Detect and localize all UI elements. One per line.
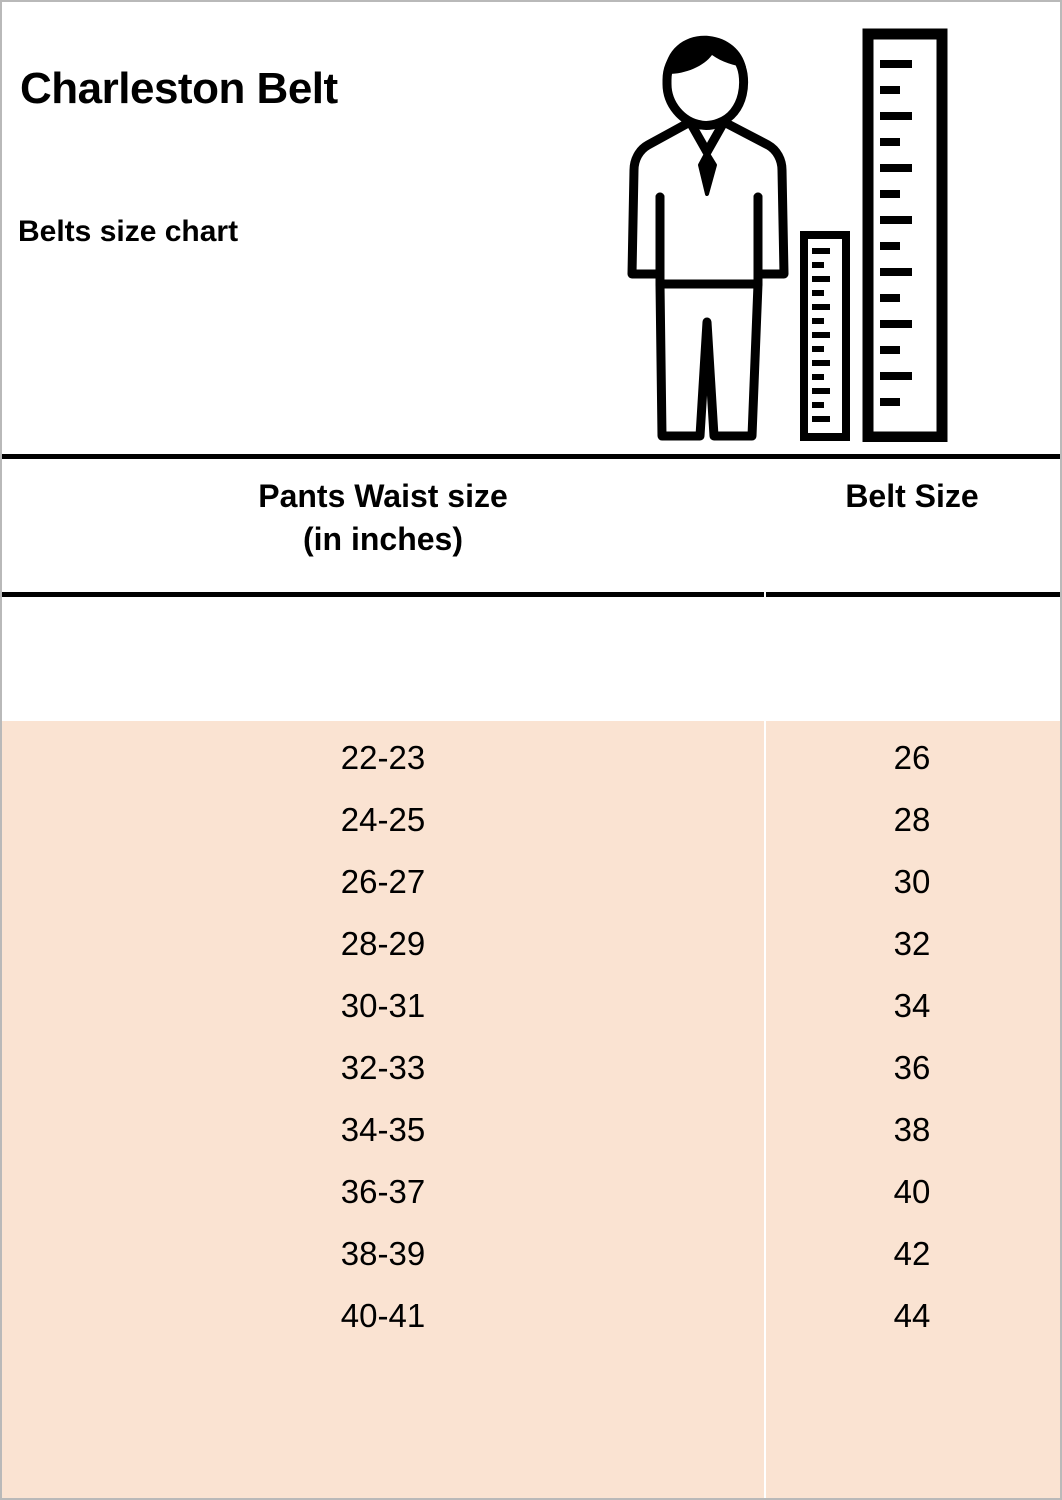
cell-waist-size: 24-25 — [340, 801, 426, 838]
cell-belt-size: 36 — [893, 1049, 931, 1086]
cell-waist-size: 38-39 — [340, 1235, 426, 1272]
table-rows — [2, 721, 1060, 1500]
column-divider — [764, 459, 766, 1498]
cell-belt-size: 44 — [893, 1297, 931, 1334]
cell-waist-size: 28-29 — [340, 925, 426, 962]
table-row — [2, 1161, 1060, 1223]
cell-belt-size: 28 — [893, 801, 931, 838]
page-subtitle: Belts size chart — [18, 215, 239, 248]
cell-belt-size: 32 — [893, 925, 931, 962]
column-header-belt — [764, 459, 1060, 592]
table-row — [2, 1285, 1060, 1347]
page-title: Charleston Belt — [20, 64, 338, 113]
column-header-waist-line1: Pants Waist size — [258, 478, 508, 514]
table-body — [2, 597, 1060, 1498]
column-header-belt-label: Belt Size — [845, 478, 979, 514]
cell-waist-size: 40-41 — [340, 1297, 426, 1334]
cell-waist-size: 30-31 — [340, 987, 426, 1024]
table-row — [2, 789, 1060, 851]
table-row — [2, 913, 1060, 975]
table-header — [2, 459, 1060, 592]
table-row — [2, 1099, 1060, 1161]
table-row — [2, 727, 1060, 789]
man-with-ruler-illustration — [612, 22, 962, 442]
column-header-waist — [2, 459, 764, 592]
cell-waist-size: 22-23 — [340, 739, 426, 776]
cell-waist-size: 32-33 — [340, 1049, 426, 1086]
cell-belt-size: 40 — [893, 1173, 931, 1210]
cell-waist-size: 26-27 — [340, 863, 426, 900]
table-row — [2, 1223, 1060, 1285]
cell-belt-size: 34 — [893, 987, 931, 1024]
cell-belt-size: 26 — [893, 739, 931, 776]
table-row — [2, 1037, 1060, 1099]
document-header — [2, 2, 1060, 452]
cell-belt-size: 38 — [893, 1111, 931, 1148]
table-row — [2, 975, 1060, 1037]
column-header-waist-line2: (in inches) — [302, 521, 463, 558]
table-row — [2, 851, 1060, 913]
cell-belt-size: 42 — [893, 1235, 931, 1272]
cell-waist-size: 36-37 — [340, 1173, 426, 1210]
cell-belt-size: 30 — [893, 863, 931, 900]
cell-waist-size: 34-35 — [340, 1111, 426, 1148]
table-spacer-row — [2, 597, 1060, 721]
